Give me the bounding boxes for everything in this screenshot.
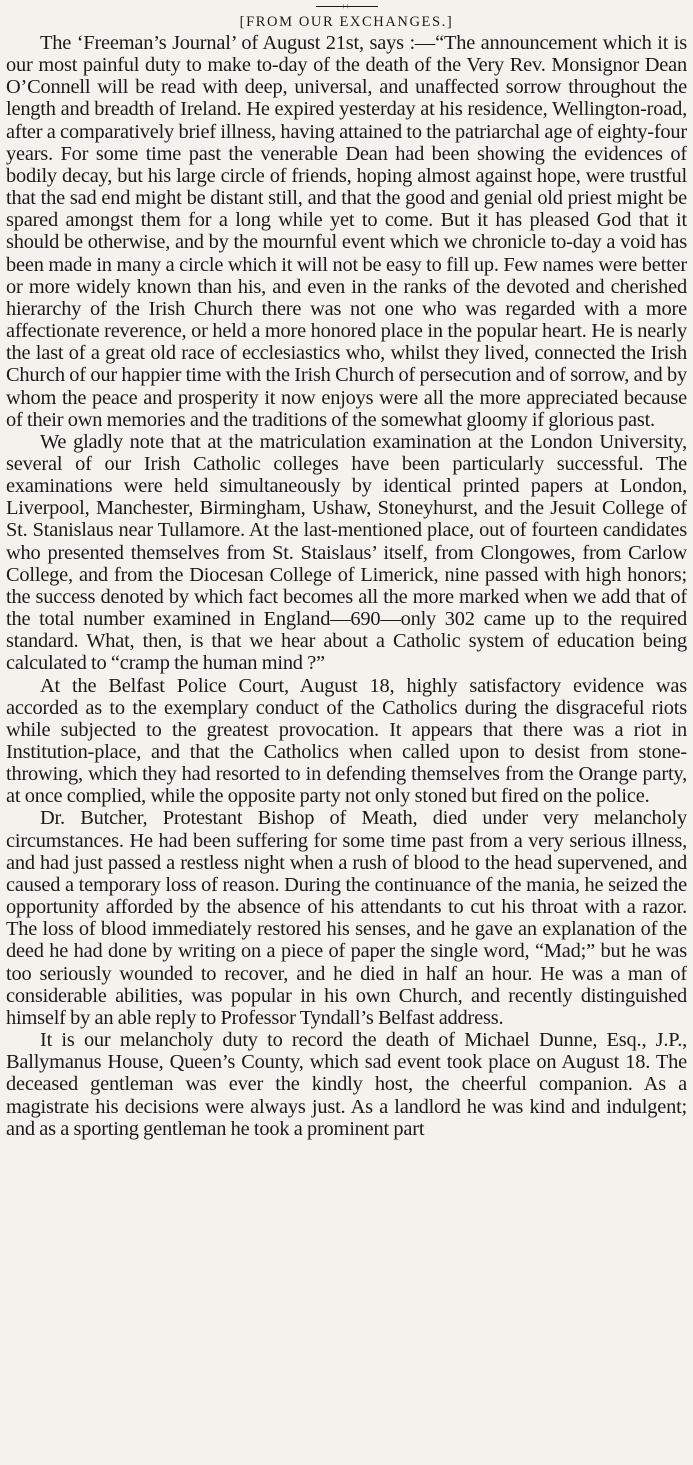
- paragraph-matriculation: We gladly note that at the matriculation examination at the London University, several of our Irish Catholic colleges have been particularly successful. The examinations were held simultaneously by identical printed papers at London, Liverpool, Manchester, Birmingham, Ushaw, Stoneyhurst, and the Jesuit College of St. Stanislaus near Tullamore. At the last-mentioned place, out of fourteen candidates who presented themselves from St. Staislaus’ itself, from Clongowes, from Carlow College, and from the Diocesan College of Limerick, nine passed with high honors; the success denoted by which fact becomes all the more marked when we add that of the total number examined in England—690—only 302 came up to the required standard. What, then, is that we hear about a Catholic system of education being calculated to “cramp the human mind ?”: [6, 430, 687, 675]
- paragraph-dean-oconnell: The ‘Freeman’s Journal’ of August 21st, says :—“The announcement which it is our most painful duty to make to-day of the death of the Very Rev. Monsignor Dean O’Connell will be read with deep, universal, and unaffected sorrow throughout the length and breadth of Ireland. He expired yesterday at his residence, Wellington-road, after a comparatively brief illness, having attained to the patriarchal age of eighty-four years. For some time past the venerable Dean had been showing the evidences of bodily decay, but his large circle of friends, hoping almost against hope, were trustful that the sad end might be distant still, and that the good and genial old priest might be spared amongst them for a long while yet to come. But it has pleased God that it should be otherwise, and by the mournful event which we chronicle to-day a void has been made in many a circle which it will not be easy to fill up. Few names were better or more widely known than his, and even in the ranks of the devoted and cherished hierarchy of the Irish Church there was not one who was regarded with a more affectionate reverence, or held a more honored place in the popular heart. He is nearly the last of a great old race of ecclesiastics who, whilst they lived, connected the Irish Church of our happier time with the Irish Church of persecution and of sorrow, and by whom the peace and prosperity it now enjoys were all the more appreciated because of their own memories and the traditions of the somewhat gloomy if glorious past.: [6, 32, 687, 431]
- section-heading: [FROM OUR EXCHANGES.]: [239, 14, 454, 30]
- ornamental-rule: [316, 4, 378, 10]
- paragraph-bishop-of-meath: Dr. Butcher, Protestant Bishop of Meath, died under very melancholy circumstances. He had been suffering for some time past from a very serious illness, and had just passed a restless night when a rush of blood to the head supervened, and caused a temporary loss of reason. During the continuance of the mania, he seized the opportunity afforded by the absence of his attendants to cut his throat with a razor. The loss of blood immediately restored his senses, and he gave an explanation of the deed he had done by writing on a piece of paper the single word, “Mad;” but he was too seriously wounded to recover, and he died in half an hour. He was a man of considerable abilities, was popular in his own Church, and recently distinguished himself by an able reply to Professor Tyndall’s Belfast address.: [6, 807, 687, 1029]
- paragraph-michael-dunne: It is our melancholy duty to record the death of Michael Dunne, Esq., J.P., Ballymanus House, Queen’s County, which sad event took place on August 18. The deceased gentleman was ever the kindly host, the cheerful companion. As a magistrate his decisions were always just. As a landlord he was kind and indulgent; and as a sporting gentleman he took a prominent part: [6, 1029, 687, 1140]
- paragraph-belfast-police-court: At the Belfast Police Court, August 18, highly satisfactory evidence was accorded as to the exemplary conduct of the Catholics during the disgraceful riots while subjected to the greatest provocation. It appears that there was a riot in Institution-place, and that the Catholics when called upon to desist from stone-throwing, which they had resorted to in defending themselves from the Orange party, at once complied, while the opposite party not only stoned but fired on the police.: [6, 674, 687, 808]
- newspaper-column: [6, 0, 687, 1465]
- rule-ornament: ++: [341, 2, 349, 11]
